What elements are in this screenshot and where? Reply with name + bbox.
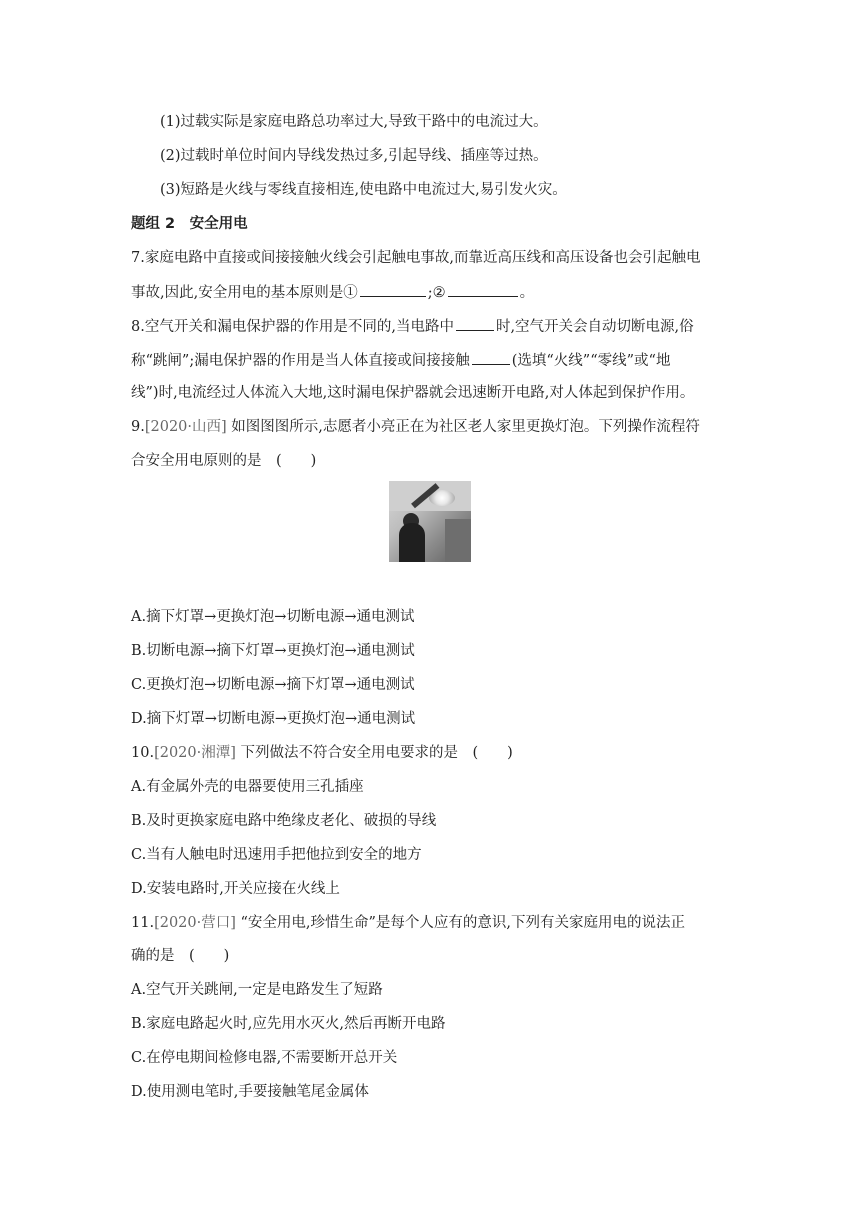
q10-option-b: B.及时更换家庭电路中绝缘皮老化、破损的导线 (131, 813, 437, 829)
photo-person-changing-bulb (389, 481, 471, 562)
q9-stem: 如图图图所示,志愿者小亮正在为社区老人家里更换灯泡。下列操作流程符 (226, 419, 700, 435)
q11-stem: “安全用电,珍惜生命”是每个人应有的意识,下列有关家庭用电的说法正 (235, 915, 686, 931)
q8-text-b: 时,空气开关会自动切断电源,俗 (495, 319, 694, 335)
q11-option-c: C.在停电期间检修电器,不需要断开总开关 (131, 1050, 398, 1066)
q11-option-d: D.使用测电笔时,手要接触笔尾金属体 (131, 1084, 369, 1100)
q8-line-1 (131, 316, 734, 337)
q7-line-1: 7.家庭电路中直接或间接接触火线会引起触电事故,而靠近高压线和高压设备也会引起触电 (131, 250, 701, 266)
q11-source: [2020·营口] (154, 915, 236, 931)
q8-text-c: 称“跳闸”;漏电保护器的作用是当人体直接或间接接触 (131, 353, 470, 369)
person (399, 523, 425, 562)
q11-number: 11. (131, 915, 155, 931)
q9-source: [2020·山西] (144, 419, 227, 435)
wall (445, 519, 471, 562)
q9-option-a: A.摘下灯罩→更换灯泡→切断电源→通电测试 (131, 609, 415, 625)
q9-line-1 (131, 417, 734, 437)
q8-line-2 (131, 350, 734, 371)
q10-source: [2020·湘潭] (154, 745, 236, 761)
q11-line-1 (131, 913, 734, 933)
q8-blank-1[interactable] (456, 316, 494, 331)
q7-text-c: 。 (519, 285, 535, 301)
q7-blank-1[interactable] (360, 282, 426, 297)
q7-text-b: ;② (427, 285, 446, 301)
q7-blank-2[interactable] (448, 282, 518, 297)
q8-line-3: 线”)时,电流经过人体流入大地,这时漏电保护器就会迅速断开电路,对人体起到保护作用。 (131, 385, 695, 401)
q10-line-1 (131, 743, 734, 763)
q8-blank-2[interactable] (472, 350, 510, 365)
q10-option-c: C.当有人触电时迅速用手把他拉到安全的地方 (131, 847, 422, 863)
q8-text-a: 8.空气开关和漏电保护器的作用是不同的,当电路中 (131, 319, 454, 335)
q10-option-a: A.有金属外壳的电器要使用三孔插座 (131, 779, 364, 795)
q11-line-2: 确的是 ( ) (131, 948, 230, 964)
q7-text-a: 事故,因此,安全用电的基本原则是① (131, 285, 358, 301)
q7-line-2 (131, 282, 734, 303)
q9-option-b: B.切断电源→摘下灯罩→更换灯泡→通电测试 (131, 643, 415, 659)
note-1: (1)过载实际是家庭电路总功率过大,导致干路中的电流过大。 (160, 114, 548, 130)
q10-option-d: D.安装电路时,开关应接在火线上 (131, 881, 340, 897)
q10-stem: 下列做法不符合安全用电要求的是 ( ) (235, 745, 513, 761)
note-2: (2)过载时单位时间内导线发热过多,引起导线、插座等过热。 (160, 148, 548, 164)
q9-number: 9. (131, 419, 145, 435)
q11-option-a: A.空气开关跳闸,一定是电路发生了短路 (131, 982, 383, 998)
section-title: 题组 2 安全用电 (131, 216, 248, 232)
q8-text-d: (选填“火线”“零线”或“地 (511, 353, 671, 369)
q9-option-c: C.更换灯泡→切断电源→摘下灯罩→通电测试 (131, 677, 415, 693)
q9-option-d: D.摘下灯罩→切断电源→更换灯泡→通电测试 (131, 711, 416, 727)
q9-line-2: 合安全用电原则的是 ( ) (131, 453, 317, 469)
note-3: (3)短路是火线与零线直接相连,使电路中电流过大,易引发火灾。 (160, 182, 567, 198)
q11-option-b: B.家庭电路起火时,应先用水灭火,然后再断开电路 (131, 1016, 446, 1032)
q10-number: 10. (131, 745, 155, 761)
